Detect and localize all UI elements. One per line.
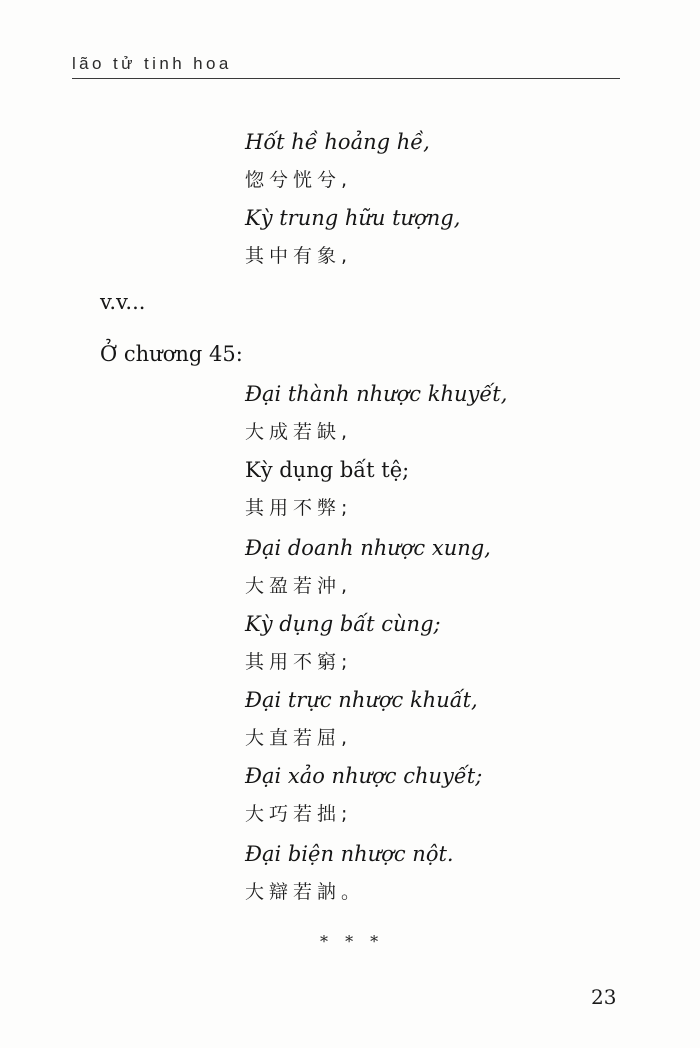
verse-line-chinese: 大巧若拙; xyxy=(245,803,353,825)
verse-line-chinese: 大盈若沖, xyxy=(245,575,353,597)
verse-line-chinese: 大成若缺, xyxy=(245,421,353,443)
running-header xyxy=(72,52,620,79)
verse-line-chinese: 大直若屈, xyxy=(245,727,353,749)
verse-line: Đại doanh nhược xung, xyxy=(245,536,491,560)
verse-line: Kỳ dụng bất tệ; xyxy=(245,458,410,482)
verse-line: Đại biện nhược nột. xyxy=(245,842,454,866)
page-number: 23 xyxy=(591,985,617,1009)
header-rule xyxy=(72,78,620,79)
verse-line: Đại xảo nhược chuyết; xyxy=(245,764,483,788)
verse-line-chinese: 其中有象, xyxy=(245,245,353,267)
verse-line-chinese: 其用不窮; xyxy=(245,651,353,673)
book-title: lão tử tinh hoa xyxy=(72,54,232,73)
verse-line: Kỳ dụng bất cùng; xyxy=(245,612,441,636)
section-separator: * * * xyxy=(320,932,385,951)
verse-line: Đại trực nhược khuất, xyxy=(245,688,478,712)
verse-line-chinese: 大辯若訥。 xyxy=(245,881,366,903)
chapter-intro: Ở chương 45: xyxy=(100,342,243,366)
verse-line: Hốt hề hoảng hề, xyxy=(245,130,430,154)
verse-line-chinese: 其用不弊; xyxy=(245,497,353,519)
verse-line-chinese: 惚兮恍兮, xyxy=(245,169,353,191)
etc-marker: v.v... xyxy=(100,290,146,314)
verse-line: Đại thành nhược khuyết, xyxy=(245,382,508,406)
verse-line: Kỳ trung hữu tượng, xyxy=(245,206,461,230)
